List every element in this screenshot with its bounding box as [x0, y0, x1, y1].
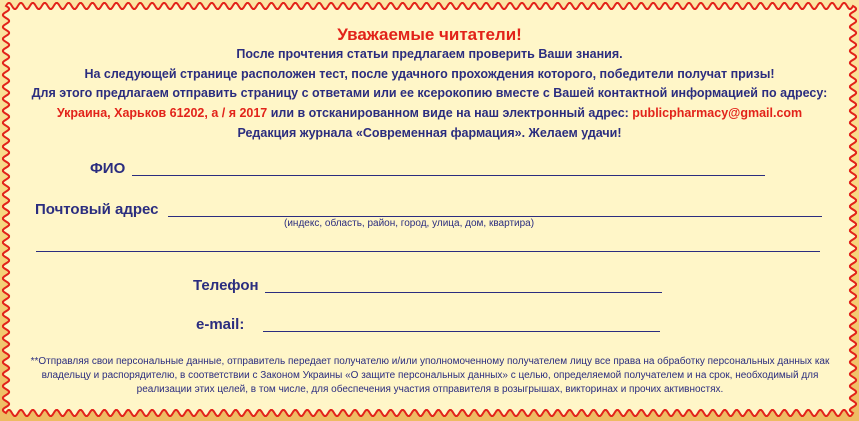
postal-address-label: Почтовый адрес [35, 201, 159, 218]
postal-address-hint: (индекс, область, район, город, улица, дом, квартира) [284, 218, 535, 229]
postal-address-input-line[interactable] [168, 216, 822, 217]
contact-email: publicpharmacy@gmail.com [632, 106, 803, 120]
page-title: Уважаемые читатели! [337, 25, 522, 44]
intro-line-2: На следующей странице расположен тест, после удачного прохождения которого, победители получат призы! [84, 67, 775, 81]
intro-line-4-text: или в отсканированном виде на наш электронный адрес: [267, 106, 633, 120]
intro-line-3: Для этого предлагаем отправить страницу с ответами или ее ксерокопию вместе с Вашей контактной информацией по адресу: [31, 86, 828, 100]
intro-line-4 [0, 106, 859, 121]
intro-line-1: После прочтения статьи предлагаем проверить Ваши знания. [236, 47, 623, 61]
phone-input-line[interactable] [265, 292, 662, 293]
fio-input-line[interactable] [132, 175, 765, 176]
postal-address-input-line-2[interactable] [36, 251, 820, 252]
email-input-line[interactable] [263, 331, 660, 332]
postal-address: Украина, Харьков 61202, а / я 2017 [56, 106, 268, 120]
intro-line-5: Редакция журнала «Современная фармация». Желаем удачи! [237, 126, 622, 140]
phone-label: Телефон [193, 277, 259, 294]
fio-label: ФИО [90, 160, 126, 177]
email-label: e-mail: [196, 316, 245, 333]
personal-data-footnote: **Отправляя свои персональные данные, отправитель передает получателю и/или уполномоченному получателем лицу все права на обработку персональных данных как владельцу и распорядителю, в соответствии с Законом Украины «О защите персональных данных» с целью, определяемой получателем и на срок, необходимый для реализации этих целей, в том числе, для обеспечения участия отправителя в розыгрышах, викторинах и прочих активностях. [30, 356, 830, 395]
